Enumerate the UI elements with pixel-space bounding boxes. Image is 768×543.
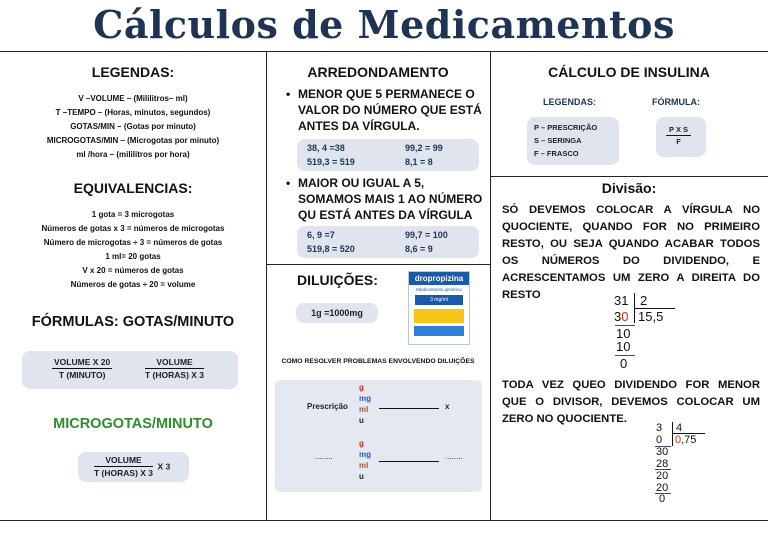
medicine-box-image [408, 271, 470, 345]
example: 519,3 = 519 [307, 157, 355, 167]
rounding-examples-1 [297, 139, 479, 171]
example: 8,6 = 9 [405, 244, 433, 254]
legendas-list [0, 92, 266, 162]
equivalencia-item: V x 20 = números de gotas [82, 266, 184, 275]
insulina-legend-box [527, 117, 619, 165]
medicine-dose: 3 mg/ml [415, 295, 463, 305]
division-dividend: 3 [656, 422, 663, 434]
worksheet-line [379, 461, 439, 462]
formula-denominator: T (HORAS) X 3 [94, 468, 154, 478]
diluicoes-heading: DILUIÇÕES: [297, 272, 378, 288]
divisao-heading: Divisão: [601, 180, 657, 196]
grams-equivalence: 1g =1000mg [296, 303, 378, 323]
formula-gotas-2 [145, 357, 204, 380]
column-divider-left [266, 51, 267, 520]
division-row: 20 [656, 470, 669, 482]
page-title: Cálculos de Medicamentos [93, 2, 675, 47]
example: 519,8 = 520 [307, 244, 355, 254]
worksheet-dots-right: ........ [445, 452, 463, 461]
division-row: 0 [659, 493, 666, 505]
divisao-rule-2: TODA VEZ QUEO DIVIDENDO FOR MENOR QUE O DIVISOR, DEVEMOS COLOCAR UM ZERO NO QUOCIENTE. [502, 379, 760, 425]
insulina-legendas-label: LEGENDAS: [543, 97, 597, 107]
microgotas-heading: MICROGOTAS/MINUTO [53, 416, 213, 432]
unit-ml: ml [359, 405, 369, 414]
medicine-brand: dropropizina [409, 272, 469, 285]
formula-numerator: VOLUME [94, 455, 153, 467]
legendas-heading: LEGENDAS: [91, 64, 175, 80]
legenda-item: MICROGOTAS/MIN – (Microgotas por minuto) [46, 136, 220, 145]
bottom-divider [0, 520, 768, 521]
division-remainder: 10 [616, 339, 631, 354]
formula-numerator: P X S [666, 125, 691, 136]
unit-g: g [359, 383, 364, 392]
equivalencia-item: 1 ml= 20 gotas [105, 252, 161, 261]
worksheet-x: x [445, 402, 450, 411]
unit-u: u [359, 472, 364, 481]
division-dividend: 31 [614, 293, 629, 308]
medicine-label-band [414, 326, 464, 336]
middle-section-divider [266, 264, 490, 265]
division-quotient: 15,5 [638, 309, 664, 324]
digit: 0 [621, 309, 629, 324]
equivalencias-list [0, 208, 266, 292]
formula-denominator: T (MINUTO) [58, 370, 106, 380]
legenda-item: T –TEMPO – (Horas, minutos, segundos) [55, 108, 211, 117]
insulina-formula-label: FÓRMULA: [652, 97, 700, 107]
formula-gotas-1 [52, 357, 112, 380]
bullet-dot: • [286, 176, 291, 190]
unit-u: u [359, 416, 364, 425]
rounding-rule-text: MENOR QUE 5 PERMANECE O VALOR DO NÚMERO QUE ESTÁ ANTES DA VÍRGULA. [298, 87, 482, 133]
formula-numerator: VOLUME X 20 [54, 357, 111, 367]
division-remainder: 10 [616, 326, 631, 341]
unit-ml: ml [359, 461, 369, 470]
medicine-type: Medicamento genérico [416, 287, 462, 292]
division-subtraction [614, 309, 628, 324]
unit-list-2 [359, 438, 371, 482]
example: 6, 9 =7 [307, 230, 335, 240]
arredondamento-heading: ARREDONDAMENTO [307, 64, 449, 80]
bullet-dot: • [286, 87, 291, 101]
column-divider-right [490, 51, 491, 520]
equivalencia-item: Números de gotas ÷ 20 = volume [70, 280, 196, 289]
division-row: 20 [656, 482, 669, 494]
division-subtraction: 0 [656, 434, 663, 446]
example: 99,7 = 100 [405, 230, 448, 240]
example: 8,1 = 8 [405, 157, 433, 167]
unit-g: g [359, 439, 364, 448]
equivalencia-item: 1 gota = 3 microgotas [91, 210, 175, 219]
rounding-rule-text: MAIOR OU IGUAL A 5, SOMAMOS MAIS 1 AO NÚMERO QU ESTÁ ANTES DA VÍRGULA [298, 176, 483, 222]
insulina-formula [666, 125, 691, 146]
division-example-2 [654, 422, 724, 506]
top-divider [0, 51, 768, 52]
formula-denominator: F [676, 137, 681, 146]
insulina-legend-item: S – SERINGA [534, 136, 582, 145]
division-row: 28 [656, 458, 669, 470]
digit: ,75 [681, 434, 697, 446]
division-example-1 [612, 293, 692, 373]
legenda-item: GOTAS/MIN – (Gotas por minuto) [70, 122, 196, 131]
division-divisor: 2 [640, 293, 648, 308]
division-remainder: 0 [620, 356, 628, 371]
legenda-item: ml /hora – (mililitros por hora) [76, 150, 190, 159]
diluicoes-subtitle: COMO RESOLVER PROBLEMAS ENVOLVENDO DILUIÇÕES [281, 358, 475, 365]
division-divisor: 4 [676, 422, 683, 434]
formula-numerator: VOLUME [145, 357, 204, 369]
equivalencia-item: Número de microgotas ÷ 3 = números de gotas [43, 238, 223, 247]
divisao-rule-1: SÓ DEVEMOS COLOCAR A VÍRGULA NO QUOCIENTE, QUANDO FOR NO PRIMEIRO RESTO, OU SEJA QUANDO ACABAR TODOS OS NÚMEROS DO DIVIDENDO, E ACRESCENTAMOS UM ZERO A DIREITA DO RESTO [502, 204, 760, 301]
division-quotient [675, 434, 696, 446]
equivalencia-item: Números de gotas x 3 = números de microgotas [41, 224, 225, 233]
medicine-label-stripe [414, 309, 464, 323]
formulas-gotas-heading: FÓRMULAS: GOTAS/MINUTO [31, 314, 235, 330]
example: 38, 4 =38 [307, 143, 345, 153]
example: 99,2 = 99 [405, 143, 443, 153]
dilution-worksheet [275, 380, 482, 492]
digit: 0 [675, 434, 682, 446]
formulas-gotas-box [22, 351, 238, 389]
rounding-rule-2 [286, 175, 483, 223]
microgotas-formula [94, 455, 170, 478]
formula-multiplier: X 3 [157, 461, 171, 472]
insulina-legend-item: F – FRASCO [534, 149, 579, 158]
formula-denominator: T (HORAS) X 3 [145, 370, 205, 380]
unit-list-1 [359, 382, 371, 426]
unit-mg: mg [359, 450, 371, 459]
prescription-label: Prescrição [307, 402, 348, 411]
unit-mg: mg [359, 394, 371, 403]
microgotas-formula-box [78, 452, 189, 482]
division-row: 30 [656, 446, 669, 458]
division-bracket [672, 422, 673, 446]
worksheet-dots-left: ........ [315, 452, 333, 461]
equivalencias-heading: EQUIVALENCIAS: [73, 180, 193, 196]
insulina-heading: CÁLCULO DE INSULINA [548, 64, 710, 80]
worksheet-line [379, 408, 439, 409]
right-section-divider [490, 176, 768, 177]
rounding-rule-1 [286, 86, 483, 134]
insulina-formula-box [656, 117, 706, 157]
rounding-examples-2 [297, 226, 479, 258]
digit: 3 [614, 309, 622, 324]
insulina-legend-item: P – PRESCRIÇÃO [534, 123, 598, 132]
legenda-item: V –VOLUME – (Mililitros– ml) [78, 94, 188, 103]
